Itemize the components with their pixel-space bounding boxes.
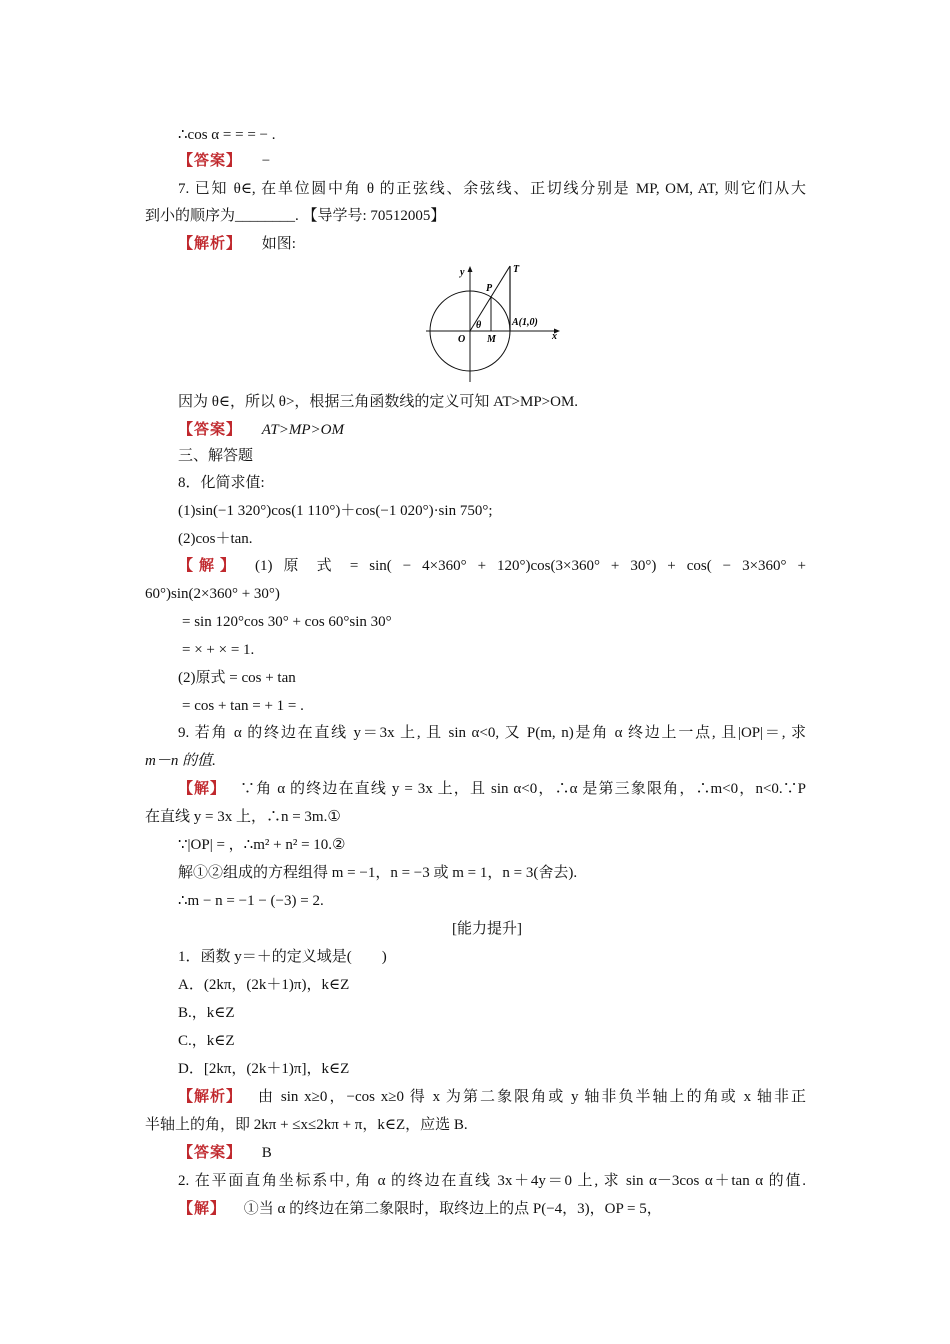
option-d: D．[2kπ，(2k＋1)π]，k∈Z <box>178 1061 350 1077</box>
text-line: ∴m − n = −1 − (−3) = 2. <box>178 893 324 909</box>
answer-row <box>178 1143 272 1163</box>
unit-circle-figure <box>420 258 570 384</box>
label-o: O <box>458 334 466 345</box>
question-2: 2. 在平面直角坐标系中, 角 α 的终边在直线 3x＋4y＝0 上, 求 sin α－3cos α＋tan α 的值. <box>178 1173 806 1189</box>
solution-tag: 【解】 <box>178 1201 227 1217</box>
analysis-row <box>178 1087 806 1107</box>
option-b: B.，k∈Z <box>178 1005 235 1021</box>
text-line: 60°)sin(2×360° + 30°) <box>145 586 280 602</box>
solution-text: ∵角 α 的终边在直线 y = 3x 上，且 sin α<0，∴α 是第三象限角，∴m<0，n<0.∵P <box>240 781 806 797</box>
label-a: A(1,0) <box>512 317 538 328</box>
answer-text: AT>MP>OM <box>261 422 344 438</box>
text-line: 解①②组成的方程组得 m = −1，n = −3 或 m = 1，n = 3(舍去). <box>178 865 578 881</box>
question-7-cont: 到小的顺序为________. 【导学号: 70512005】 <box>145 208 446 224</box>
section-heading: [能力提升] <box>452 921 522 937</box>
text-line: = × + × = 1. <box>182 642 255 658</box>
solution-text: (1) 原 式 = sin( − 4×360° + 120°)cos(3×360° + 30°) + cos( − 3×360° + <box>255 558 806 574</box>
question-8: 8．化简求值: <box>178 475 265 491</box>
label-x: x <box>552 331 557 342</box>
label-theta: θ <box>476 320 482 331</box>
option-c: C.，k∈Z <box>178 1033 235 1049</box>
answer-tag: 【答案】 <box>178 153 243 169</box>
question-9: 9. 若角 α 的终边在直线 y＝3x 上, 且 sin α<0, 又 P(m, n)是角 α 终边上一点, 且|OP|＝, 求 <box>178 725 806 741</box>
text-line: ∴cos α = = = − . <box>178 127 276 143</box>
answer-row <box>178 151 270 171</box>
question-1: 1．函数 y＝＋的定义域是( ) <box>178 949 387 965</box>
solution-row <box>178 779 806 799</box>
answer-tag: 【答案】 <box>178 422 243 438</box>
label-y: y <box>460 267 465 278</box>
y-axis-arrow <box>468 266 473 272</box>
analysis-text: 由 sin x≥0，−cos x≥0 得 x 为第二象限角或 y 轴非负半轴上的角或 x 轴非正 <box>258 1089 806 1105</box>
analysis-tag: 【解析】 <box>178 236 243 252</box>
answer-text: − <box>261 153 271 169</box>
analysis-text: 如图: <box>261 236 296 252</box>
solution-tag: 【解】 <box>178 781 227 797</box>
label-t: T <box>513 264 520 275</box>
option-a: A．(2kπ，(2k＋1)π)，k∈Z <box>178 977 350 993</box>
analysis-row <box>178 234 296 254</box>
analysis-tag: 【解析】 <box>178 1089 243 1105</box>
section-heading: 三、解答题 <box>178 448 254 464</box>
solution-row <box>178 556 806 576</box>
text-line: 在直线 y = 3x 上，∴n = 3m.① <box>145 809 341 825</box>
text-line: ∵|OP| = ，∴m² + n² = 10.② <box>178 837 346 853</box>
answer-text: B <box>261 1145 272 1161</box>
text-line: (2)原式 = cos + tan <box>178 670 296 686</box>
text-line: (2)cos＋tan. <box>178 531 253 547</box>
answer-row <box>178 420 344 440</box>
text-line: 半轴上的角，即 2kπ + ≤x≤2kπ + π，k∈Z，应选 B. <box>145 1117 468 1133</box>
text-line: (1)sin(−1 320°)cos(1 110°)＋cos(−1 020°)·sin 750°; <box>178 503 493 519</box>
text-line: = cos + tan = + 1 = . <box>182 698 304 714</box>
label-m: M <box>487 334 496 345</box>
answer-tag: 【答案】 <box>178 1145 243 1161</box>
question-9-cont: m－n 的值. <box>145 753 216 769</box>
solution-tag: 【解】 <box>178 558 242 574</box>
solution-row <box>178 1199 662 1219</box>
text-line: 因为 θ∈，所以 θ>，根据三角函数线的定义可知 AT>MP>OM. <box>178 394 579 410</box>
question-7: 7. 已知 θ∈, 在单位圆中角 θ 的正弦线、余弦线、正切线分别是 MP, OM, AT, 则它们从大 <box>178 181 806 197</box>
solution-text: ①当 α 的终边在第二象限时，取终边上的点 P(−4，3)，OP = 5， <box>243 1201 662 1217</box>
text-line: = sin 120°cos 30° + cos 60°sin 30° <box>182 614 392 630</box>
label-p: P <box>486 283 493 294</box>
